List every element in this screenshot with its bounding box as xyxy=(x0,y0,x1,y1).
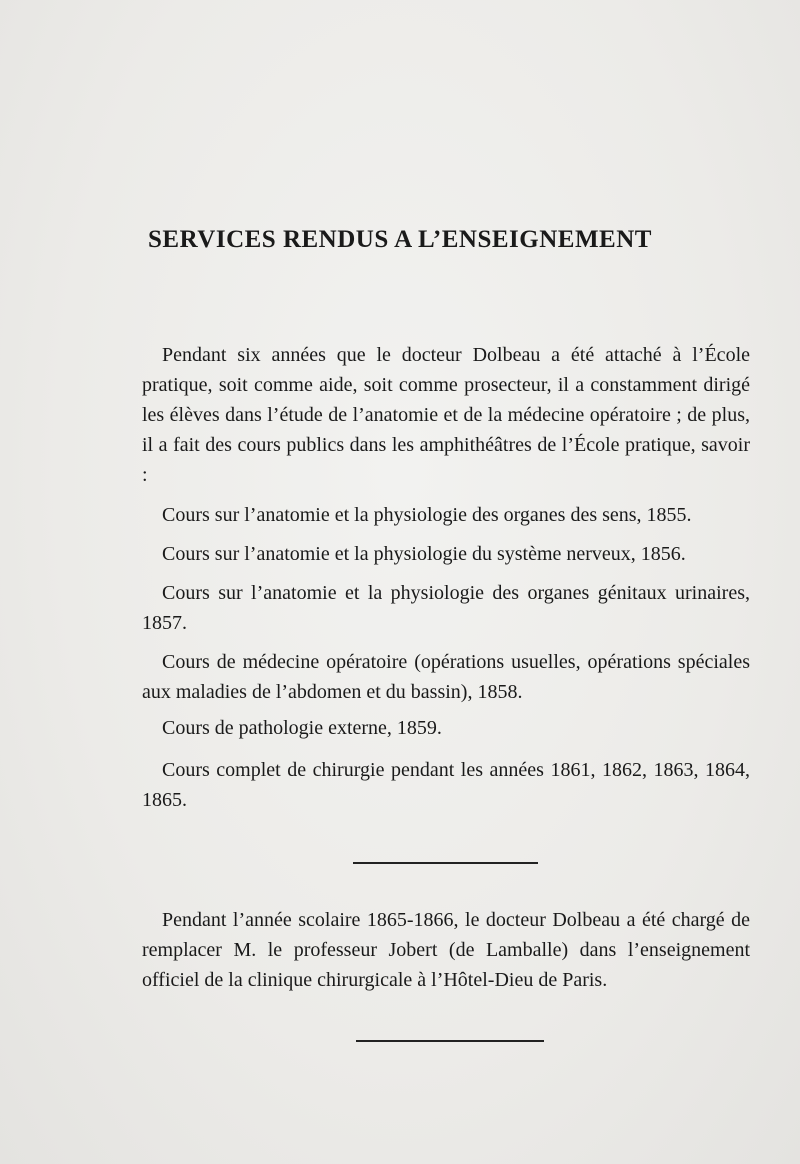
course-item: Cours sur l’anatomie et la physiologie du système nerveux, 1856. xyxy=(162,543,686,565)
intro-paragraph: Pendant six années que le docteur Dolbeau a été attaché à l’École pratique, soit comme aide, soit comme prosecteur, il a constamment dirigé les élèves dans l’étude de l’anatomie et de la médecine opératoire ; de plus, il a fait des cours publics dans les amphithéâtres de l’École pratique, savoir : xyxy=(142,344,750,486)
course-item: Cours sur l’anatomie et la physiologie des organes des sens, 1855. xyxy=(162,504,692,526)
course-item: Cours de pathologie externe, 1859. xyxy=(162,717,442,739)
course-item: Cours complet de chirurgie pendant les années 1861, 1862, 1863, 1864, 1865. xyxy=(142,759,750,811)
course-item: Cours de médecine opératoire (opérations usuelles, opérations spéciales aux maladies de l’abdomen et du bassin), 1858. xyxy=(142,651,750,703)
course-item: Cours sur l’anatomie et la physiologie des organes génitaux urinaires, 1857. xyxy=(142,582,750,634)
closing-paragraph: Pendant l’année scolaire 1865-1866, le docteur Dolbeau a été chargé de remplacer M. le professeur Jobert (de Lamballe) dans l’enseignement officiel de la clinique chirurgicale à l’Hôtel-Dieu de Paris. xyxy=(142,909,750,991)
section-divider xyxy=(353,862,538,864)
page-title: SERVICES RENDUS A L’ENSEIGNEMENT xyxy=(148,226,652,253)
end-divider xyxy=(356,1040,544,1042)
